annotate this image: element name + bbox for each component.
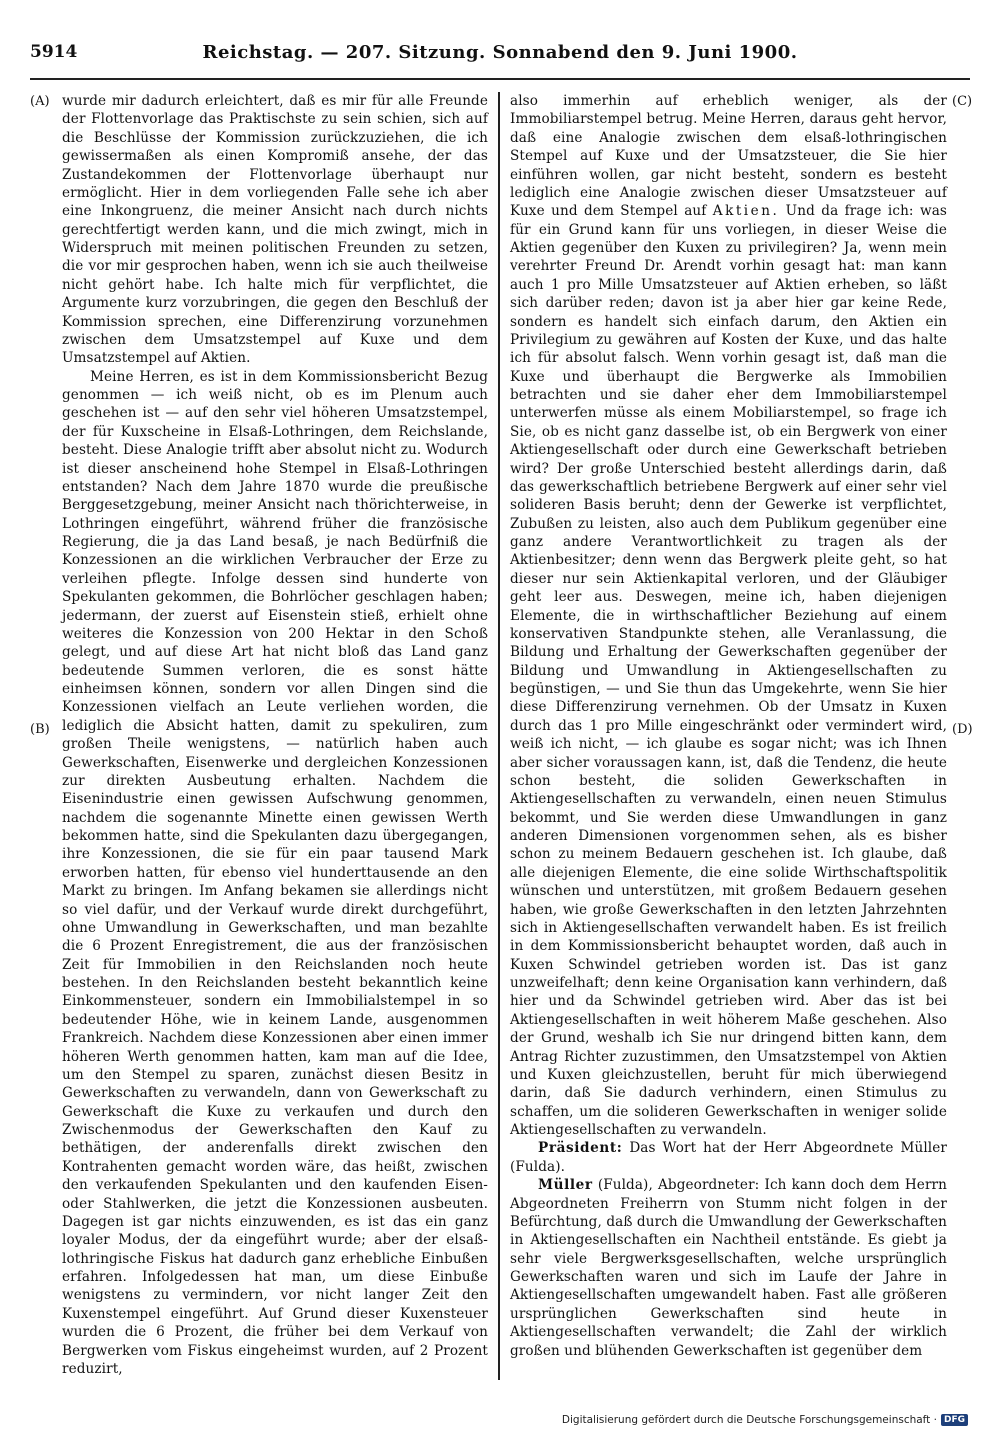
column-divider — [498, 92, 500, 1380]
left-paragraph-2: Meine Herren, es ist in dem Kommissionsbericht Bezug genommen — ich weiß nicht, ob es im Plenum auch geschehen ist — auf den sehr viel höheren Umsatzstempel, der für Kuxscheine in Elsaß-Lothringen, dem Reichslande, besteht. Diese Analogie trifft aber absolut nicht zu. Wodurch ist dieser anscheinend hohe Stempel in Elsaß-Lothringen entstanden? Nach dem Jahre 1870 wurde die preußische Berggesetzgebung, meiner Ansicht nach thörichterweise, in Lothringen eingeführt, während früher die französische Regierung, die ja das Land besaß, je nach Bedürfniß die Konzessionen an die wirklichen Verbraucher der Erze zu verleihen pflegte. Infolge dessen sind hunderte von Spekulanten gekommen, die Bohrlöcher geschlagen haben; jedermann, der zuerst auf Eisenstein stieß, erhielt ohne weiteres die Konzession von 200 Hektar in den Schoß gelegt, und auf diese Art hat nicht bloß das Land ganz bedeutende Summen verloren, die es sonst hätte einheimsen können, sondern vor allen Dingen sind die Konzessionen vielfach an Leute verliehen worden, die lediglich die Absicht hatten, damit zu spekuliren, zum großen Theile wenigstens, — natürlich haben auch Gewerkschaften, Eisenwerke und dergleichen Konzessionen zur direkten Ausbeutung erhalten. Nachdem die Eisenindustrie einen gewissen Aufschwung genommen, nachdem die sogenannte Minette einen gewissen Werth bekommen hatte, sind die Spekulanten dazu übergegangen, ihre Konzessionen, die sie für ein paar tausend Mark erworben hatten, für ebenso viel hunderttausende an den Markt zu bringen. Im Anfang bekamen sie allerdings nicht so viel dafür, und der Verkauf wurde direkt durchgeführt, ohne Umwandlung in Gewerkschaften, und man bezahlte die 6 Prozent Enregistrement, die aus der französischen Zeit für Immobilien in den Reichslanden noch heute bestehen. In den Reichslanden besteht bekanntlich keine Einkommensteuer, sondern ein Immobilialstempel in so bedeutender Höhe, wie in keinem Lande, ausgenommen Frankreich. Nachdem diese Konzessionen aber einen immer höheren Werth genommen hatten, kam man auf die Idee, um den Stempel zu sparen, zunächst diesen Besitz in Gewerkschaften zu verwandeln, dann von Gewerkschaft zu Gewerkschaft die Kuxe zu verkaufen und durch den Zwischenmodus der Gewerkschaften den Kauf zu bethätigen, der anderenfalls direkt zwischen den Kontrahenten gemacht worden wäre, das heißt, zwischen den verkaufenden Spekulanten und den kaufenden Eisen- oder Stahlwerken, die jetzt die Konzessionen ausbeuten. Dagegen ist gar nichts einzuwenden, es ist das ein ganz loyaler Modus, der da eingeführt wurde; aber der elsaß-lothringische Fiskus hat dadurch ganz erhebliche Einbußen erfahren. Infolgedessen hat man, um diese Einbuße wenigstens zu vermindern, vor nicht langer Zeit den Kuxenstempel eingeführt. Auf Grund dieser Kuxensteuer wurden die 6 Prozent, die früher bei dem Verkauf von Bergwerken vom Fiskus eingeheimst wurden, auf 2 Prozent reduzirt, — [62, 368, 488, 1377]
mueller-statement: (Fulda), Abgeordneter: Ich kann doch dem Herrn Abgeordneten Freiherrn von Stumm nicht folgen in der Befürchtung, daß durch die Umwandlung der Gewerkschaften in Aktiengesellschaften ein Nachtheil entstände. Es giebt ja sehr viele Bergwerksgesellschaften, welche ursprünglich Gewerkschaften waren und sich im Laufe der Jahre in Aktiengesellschaften umgewandelt haben. Fast alle größeren ursprünglichen Gewerkschaften sind heute in Aktiengesellschaften verwandelt; die Zahl der wirklich großen und blühenden Gewerkschaften ist gegenüber dem — [510, 1177, 948, 1359]
right-column — [510, 92, 947, 1360]
margin-mark-b: (B) — [30, 722, 50, 737]
president-statement: Das Wort hat der Herr Abgeordnete Müller (Fulda). — [510, 1140, 947, 1175]
digitization-credit — [562, 1414, 968, 1426]
right-paragraph-1-rest: Und da frage ich: was für ein Grund kann für uns vorliegen, in dieser Weise die Aktien gegenüber den Kuxen zu privilegiren? Ja, wenn mein verehrter Freund Dr. Arendt vorhin gesagt hat: man kann auch 1 pro Mille Umsatzsteuer auf Aktien erheben, so läßt sich darüber reden; davon ist ja aber hier gar keine Rede, sondern es handelt sich einfach darum, den Aktien ein Privilegium zu gewähren auf Kosten der Kuxe, und das halte ich für absolut falsch. Wenn vorhin gesagt ist, daß man die Kuxe und überhaupt die Bergwerke als Immobilien betrachten und sie daher eher dem Immobiliarstempel unterwerfen müsse als einem Mobiliarstempel, so frage ich Sie, ob es nicht ganz dasselbe ist, ob ein Bergwerk von einer Aktiengesellschaft oder durch eine Gewerkschaft betrieben wird? Der große Unterschied besteht allerdings darin, daß das gewerkschaftlich betriebene Bergwerk auf einer sehr viel solideren Basis beruht; denn der Gewerke ist verpflichtet, Zubußen zu leisten, also auch dem Publikum gegenüber eine ganz andere Verantwortlichkeit zu tragen als der Aktienbesitzer; denn wenn das Bergwerk pleite geht, so hat dieser nur sein Aktienkapital verloren, und der Gläubiger geht leer aus. Deswegen, meine ich, haben diejenigen Elemente, die in wirthschaftlicher Beziehung auf einem konservativen Standpunkte stehen, alle Veranlassung, die Bildung und Erhaltung der Gewerkschaften gegenüber der Bildung und Umwandlung in Aktiengesellschaften zu begünstigen, — und Sie thun das Umgekehrte, wenn Sie hier diese Differenzirung vernehmen. Ob der Umsatz in Kuxen durch das 1 pro Mille eingeschränkt oder vermindert wird, weiß ich nicht, — ich glaube es sogar nicht; was ich Ihnen aber sicher voraussagen kann, ist, daß die Tendenz, die heute schon besteht, die soliden Gewerkschaften in Aktiengesellschaften zu verwandeln, einen neuen Stimulus bekommt, und Sie werden diese Umwandlungen in ganz anderen Dimensionen vorgenommen sehen, als es bisher schon zu meinem Bedauern geschehen ist. Ich glaube, daß alle diejenigen Elemente, die eine solide Wirthschaftspolitik wünschen und unterstützen, mit großem Bedauern gesehen haben, wie große Gewerkschaften in den letzten Jahrzehnten sich in Aktiengesellschaften verwandelt haben. Es ist freilich in dem Kommissionsbericht behauptet worden, daß auch in Kuxen Schwindel getrieben worden ist. Das ist ganz unzweifelhaft; denn keine Organisation kann verhindern, daß hier und da Schwindel getrieben wird. Aber das ist bei Aktiengesellschaften in weit höherem Maße geschehen. Also der Grund, weshalb ich Sie nur dringend bitten kann, dem Antrag Richter zuzustimmen, den Umsatzstempel von Aktien und Kuxen gleichzustellen, beruht für mich überwiegend darin, daß Sie dadurch verhindern, einen Stimulus zu schaffen, um die solideren Gewerkschaften in weniger solide Aktiengesellschaften zu verwandeln. — [510, 203, 948, 1138]
page-number: 5914 — [30, 42, 78, 62]
credit-text: Digitalisierung gefördert durch die Deutsche Forschungsgemeinschaft · — [561, 1414, 937, 1426]
page-header — [30, 42, 970, 68]
spaced-word-aktien: Aktien. — [712, 203, 780, 220]
margin-mark-a: (A) — [30, 94, 50, 109]
margin-mark-d: (D) — [952, 722, 973, 737]
left-paragraph-1: wurde mir dadurch erleichtert, daß es mir für alle Freunde der Flottenvorlage das Praktischste zu sein schien, sich auf die Beschlüsse der Kommission zurückzuziehen, die ich gewissermaßen als einen Kompromiß ansehe, der das Zustandekommen der Flottenvorlage überhaupt nur ermöglicht. Hier in dem vorliegenden Falle sehe ich aber eine Inkongruenz, die meiner Ansicht nach durch nichts gerechtfertigt werden kann, und die mich zwingt, mich in Widerspruch mit meinen politischen Freunden zu setzen, die vor mir gesprochen haben, wenn ich sie auch theilweise nicht gehört habe. Ich halte mich für verpflichtet, die Argumente kurz vorzubringen, die gegen den Beschluß der Kommission sprechen, eine Differenzirung vorzunehmen zwischen dem Umsatzstempel auf Kuxe und dem Umsatzstempel auf Aktien. — [62, 93, 488, 367]
left-column — [62, 92, 488, 1378]
dfg-logo: DFG — [941, 1414, 968, 1426]
margin-mark-c: (C) — [952, 94, 973, 109]
running-head: Reichstag. — 207. Sitzung. Sonnabend den 9. Juni 1900. — [202, 42, 798, 63]
speaker-president: Präsident: — [538, 1140, 623, 1157]
right-paragraph-1 — [510, 92, 947, 1139]
right-paragraph-1-text: also immerhin auf erheblich weniger, als der Immobiliarstempel betrug. Meine Herren, daraus geht hervor, daß eine Analogie zwischen dem elsaß-lothringischen Stempel auf Kuxe und der Umsatzsteuer, die Sie hier einführen wollen, gar nicht besteht, sondern es besteht lediglich eine Analogie zwischen dieser Umsatzsteuer auf Kuxe und dem Stempel auf — [510, 93, 947, 220]
mueller-paragraph — [510, 1176, 947, 1360]
header-rule — [30, 78, 970, 80]
president-paragraph — [510, 1139, 947, 1176]
speaker-mueller: Müller — [538, 1177, 593, 1194]
